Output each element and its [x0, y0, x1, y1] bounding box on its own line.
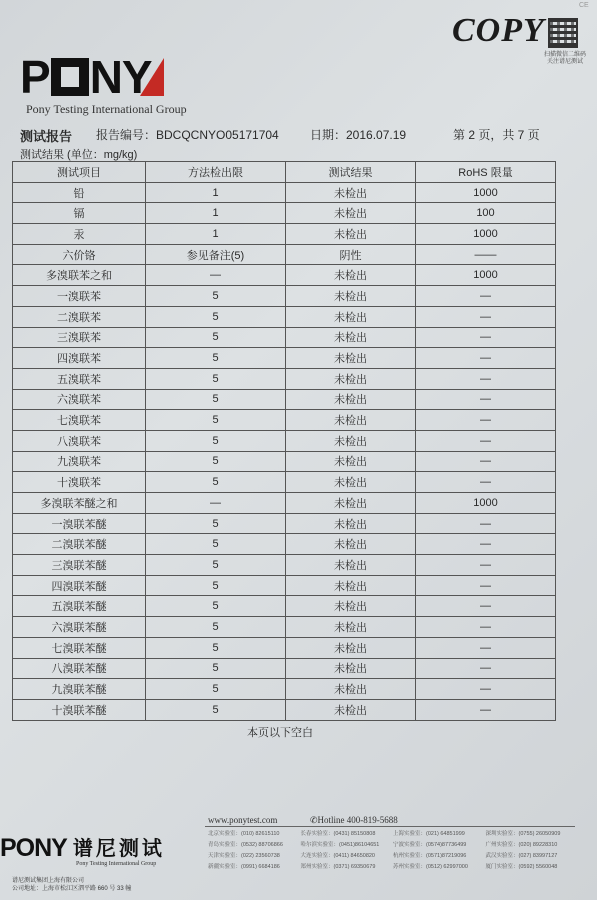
cell-limit: — — [416, 534, 556, 555]
cell-item: 多溴联苯醚之和 — [13, 493, 146, 514]
table-row — [13, 389, 556, 410]
cell-item: 七溴联苯醚 — [13, 637, 146, 658]
table-row — [13, 368, 556, 389]
cell-item: 四溴联苯 — [13, 348, 146, 369]
lab-contact: 宁波实验室：(0574)87736499 — [393, 842, 467, 848]
cell-limit: —— — [416, 244, 556, 265]
cell-item: 九溴联苯 — [13, 451, 146, 472]
cell-item: 铅 — [13, 182, 146, 203]
logo-subtitle: Pony Testing International Group — [26, 102, 187, 116]
cell-limit: — — [416, 513, 556, 534]
cell-limit: — — [416, 679, 556, 700]
results-table — [12, 161, 556, 721]
cell-result: 未检出 — [286, 306, 416, 327]
cell-result: 未检出 — [286, 203, 416, 224]
cell-limit: — — [416, 575, 556, 596]
cell-mdl: 5 — [146, 451, 286, 472]
cell-mdl: 5 — [146, 534, 286, 555]
lab-contact: 郑州实验室：(0371) 69350679 — [300, 864, 376, 870]
cell-result: 未检出 — [286, 534, 416, 555]
cell-item: 八溴联苯 — [13, 430, 146, 451]
cell-item: 五溴联苯 — [13, 368, 146, 389]
cell-limit: — — [416, 410, 556, 431]
cell-mdl: 5 — [146, 430, 286, 451]
cell-mdl: 5 — [146, 596, 286, 617]
lab-contact: 杭州实验室：(0571)87219096 — [393, 853, 467, 859]
cell-limit: — — [416, 306, 556, 327]
cell-item: 一溴联苯醚 — [13, 513, 146, 534]
cell-result: 未检出 — [286, 430, 416, 451]
cell-result: 未检出 — [286, 513, 416, 534]
cell-mdl: 5 — [146, 472, 286, 493]
cell-result: 未检出 — [286, 472, 416, 493]
cell-item: 五溴联苯醚 — [13, 596, 146, 617]
table-row — [13, 699, 556, 720]
cell-limit: 1000 — [416, 493, 556, 514]
table-row — [13, 534, 556, 555]
footer-company: 谱尼测试集团上海有限公司 — [12, 878, 85, 884]
cell-item: 七溴联苯 — [13, 410, 146, 431]
cell-result: 未检出 — [286, 451, 416, 472]
cell-result: 未检出 — [286, 265, 416, 286]
table-row — [13, 658, 556, 679]
footer-logo-word: PONY — [0, 834, 67, 862]
lab-contact: 武汉实验室：(027) 83997127 — [485, 853, 558, 859]
cell-mdl: 5 — [146, 513, 286, 534]
cell-mdl: 5 — [146, 348, 286, 369]
footer-address — [12, 877, 131, 893]
cell-limit: — — [416, 617, 556, 638]
cell-mdl: 5 — [146, 575, 286, 596]
cell-limit: — — [416, 389, 556, 410]
cell-item: 十溴联苯醚 — [13, 699, 146, 720]
lab-contact: 广州实验室：(020) 89228310 — [485, 842, 558, 848]
table-row — [13, 182, 556, 203]
cell-result: 未检出 — [286, 617, 416, 638]
footer-hotline: ✆Hotline 400-819-5688 — [310, 815, 398, 825]
footer-website: www.ponytest.com — [208, 815, 278, 825]
table-row — [13, 265, 556, 286]
table-row — [13, 513, 556, 534]
footer-divider — [205, 826, 575, 827]
cell-mdl: 5 — [146, 699, 286, 720]
logo-red-slash — [140, 58, 164, 96]
table-row — [13, 637, 556, 658]
result-unit: 测试结果 (单位：mg/kg) — [20, 149, 138, 161]
table-row — [13, 451, 556, 472]
table-row — [13, 410, 556, 431]
cell-limit: — — [416, 348, 556, 369]
table-row — [13, 575, 556, 596]
table-row — [13, 224, 556, 245]
cell-item: 六溴联苯醚 — [13, 617, 146, 638]
copy-stamp: COPY — [452, 12, 545, 49]
report-date: 日期：2016.07.19 — [310, 128, 407, 142]
cell-mdl: 5 — [146, 286, 286, 307]
lab-contact: 青岛实验室：(0532) 88706866 — [208, 842, 283, 848]
cell-item: 三溴联苯 — [13, 327, 146, 348]
cell-result: 未检出 — [286, 555, 416, 576]
cell-mdl: 5 — [146, 410, 286, 431]
col-header-item: 测试项目 — [13, 162, 146, 183]
cell-limit: 1000 — [416, 182, 556, 203]
cell-limit: 1000 — [416, 265, 556, 286]
cell-mdl: 5 — [146, 637, 286, 658]
cell-limit: — — [416, 286, 556, 307]
report-header — [20, 126, 580, 144]
cell-result: 未检出 — [286, 658, 416, 679]
table-row — [13, 327, 556, 348]
pony-logo — [20, 51, 187, 117]
cell-limit: — — [416, 368, 556, 389]
logo-letters-post: NY — [89, 51, 152, 103]
cell-item: 八溴联苯醚 — [13, 658, 146, 679]
table-row — [13, 348, 556, 369]
table-row — [13, 286, 556, 307]
lab-contact: 北京实验室：(010) 82615110 — [208, 831, 280, 837]
table-row — [13, 203, 556, 224]
cell-item: 十溴联苯 — [13, 472, 146, 493]
cell-limit: — — [416, 637, 556, 658]
cell-result: 未检出 — [286, 286, 416, 307]
lab-contact: 新疆实验室：(0991) 6684186 — [208, 864, 280, 870]
cell-result: 未检出 — [286, 182, 416, 203]
cell-result: 未检出 — [286, 575, 416, 596]
cell-limit: 1000 — [416, 224, 556, 245]
cell-item: 六溴联苯 — [13, 389, 146, 410]
cell-mdl: — — [146, 265, 286, 286]
cell-mdl: 参见备注(5) — [146, 244, 286, 265]
table-row — [13, 430, 556, 451]
footer-logo-cn: 谱尼测试 — [72, 836, 165, 860]
cell-result: 未检出 — [286, 224, 416, 245]
cell-item: 汞 — [13, 224, 146, 245]
cell-result: 未检出 — [286, 389, 416, 410]
cell-mdl: 1 — [146, 182, 286, 203]
cell-mdl: 1 — [146, 224, 286, 245]
table-row — [13, 679, 556, 700]
col-header-result: 测试结果 — [286, 162, 416, 183]
cell-result: 未检出 — [286, 327, 416, 348]
cell-mdl: 5 — [146, 306, 286, 327]
cell-item: 三溴联苯醚 — [13, 555, 146, 576]
cell-result: 未检出 — [286, 679, 416, 700]
cell-result: 未检出 — [286, 699, 416, 720]
cell-item: 四溴联苯醚 — [13, 575, 146, 596]
lab-contact: 苏州实验室：(0512) 62997000 — [393, 864, 468, 870]
logo-letters-pre: P — [20, 51, 50, 103]
cell-mdl: 5 — [146, 658, 286, 679]
table-row — [13, 244, 556, 265]
footer-logo-sub: Pony Testing International Group — [76, 861, 157, 867]
cell-limit: — — [416, 699, 556, 720]
cell-mdl: — — [146, 493, 286, 514]
cell-result: 未检出 — [286, 410, 416, 431]
cell-result: 未检出 — [286, 637, 416, 658]
table-row — [13, 555, 556, 576]
table-row — [13, 472, 556, 493]
cell-item: 二溴联苯醚 — [13, 534, 146, 555]
lab-contact: 哈尔滨实验室：(0451)86104651 — [300, 842, 380, 848]
cell-item: 二溴联苯 — [13, 306, 146, 327]
lab-contact: 大连实验室：(0411) 84650820 — [300, 853, 375, 859]
corner-mark: CE — [579, 2, 589, 9]
table-body — [13, 182, 556, 720]
cell-limit: — — [416, 596, 556, 617]
cell-limit: 100 — [416, 203, 556, 224]
table-row — [13, 306, 556, 327]
lab-contacts — [208, 830, 578, 872]
lab-contact: 深圳实验室：(0755) 26050909 — [485, 831, 561, 837]
cell-result: 未检出 — [286, 368, 416, 389]
table-row — [13, 617, 556, 638]
col-header-limit: RoHS 限量 — [416, 162, 556, 183]
cell-item: 镉 — [13, 203, 146, 224]
col-header-mdl: 方法检出限 — [146, 162, 286, 183]
report-number: 报告编号：BDCQCNYO05171704 — [96, 128, 279, 142]
blank-below-note: 本页以下空白 — [247, 727, 313, 739]
cell-item: 九溴联苯醚 — [13, 679, 146, 700]
cell-limit: — — [416, 451, 556, 472]
logo-o-block — [51, 58, 89, 96]
cell-mdl: 5 — [146, 327, 286, 348]
qr-code — [548, 18, 578, 48]
cell-mdl: 5 — [146, 368, 286, 389]
cell-item: 多溴联苯之和 — [13, 265, 146, 286]
lab-contact: 上海实验室：(021) 64851999 — [393, 831, 465, 837]
cell-mdl: 5 — [146, 389, 286, 410]
table-header-row — [13, 162, 556, 183]
lab-contact: 厦门实验室：(0592) 5560048 — [485, 864, 558, 870]
cell-result: 未检出 — [286, 596, 416, 617]
cell-limit: — — [416, 430, 556, 451]
cell-mdl: 5 — [146, 617, 286, 638]
cell-mdl: 5 — [146, 555, 286, 576]
lab-contact: 长春实验室：(0431) 85150808 — [300, 831, 376, 837]
cell-limit: — — [416, 658, 556, 679]
cell-result: 未检出 — [286, 493, 416, 514]
qr-caption: 扫描微信二维码 关注谱尼测试 — [543, 52, 586, 65]
cell-mdl: 1 — [146, 203, 286, 224]
cell-item: 一溴联苯 — [13, 286, 146, 307]
page-indicator: 第 2 页，共 7 页 — [453, 128, 540, 142]
cell-mdl: 5 — [146, 679, 286, 700]
cell-limit: — — [416, 472, 556, 493]
cell-item: 六价铬 — [13, 244, 146, 265]
footer-address-line: 公司地址：上海市松江区泗平路 660 号 33 幢 — [12, 886, 132, 892]
table-row — [13, 493, 556, 514]
cell-result: 阴性 — [286, 244, 416, 265]
footer-logo — [0, 835, 200, 867]
cell-limit: — — [416, 327, 556, 348]
lab-contact: 天津实验室：(022) 23560738 — [208, 853, 280, 859]
cell-limit: — — [416, 555, 556, 576]
report-title: 测试报告 — [20, 129, 73, 144]
table-row — [13, 596, 556, 617]
cell-result: 未检出 — [286, 348, 416, 369]
